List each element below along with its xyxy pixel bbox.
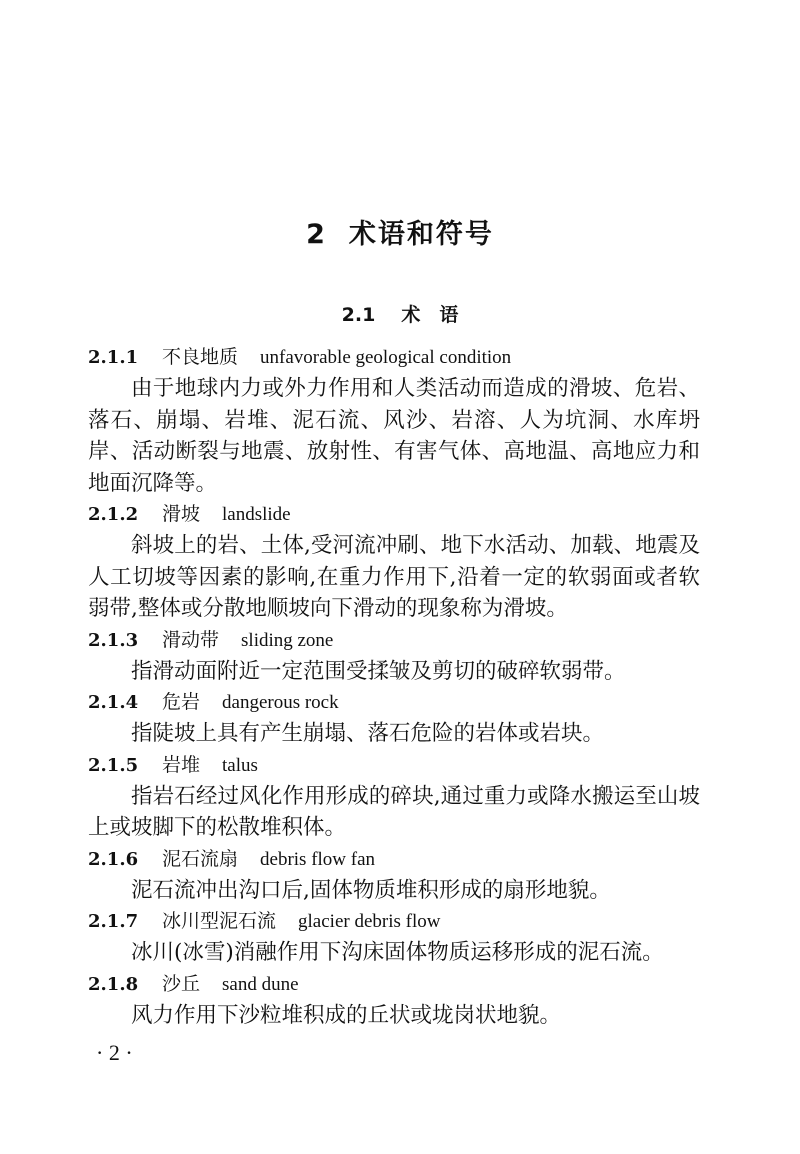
term-number: 2.1.4	[88, 692, 139, 713]
chapter-title-text: 术语和符号	[348, 219, 494, 250]
term-english: sand dune	[222, 973, 299, 995]
term-definition: 指岩石经过风化作用形成的碎块,通过重力或降水搬运至山坡上或坡脚下的松散堆积体。	[88, 783, 700, 840]
page-number: · 2 ·	[96, 1040, 133, 1065]
term-english: unfavorable geological condition	[260, 347, 512, 368]
term-heading	[88, 342, 700, 373]
term-chinese: 沙丘	[162, 972, 201, 995]
term-entry	[88, 687, 700, 750]
term-definition: 斜坡上的岩、土体,受河流冲刷、地下水活动、加载、地震及人工切坡等因素的影响,在重力作用下,沿着一定的软弱面或者软弱带,整体或分散地顺坡向下滑动的现象称为滑坡。	[88, 533, 700, 621]
term-heading	[88, 625, 700, 656]
term-english: landslide	[222, 504, 291, 525]
term-number: 2.1.2	[88, 504, 139, 525]
term-english: dangerous rock	[222, 692, 339, 713]
term-chinese: 滑坡	[162, 503, 201, 525]
term-heading	[88, 687, 700, 718]
term-english: talus	[222, 754, 258, 776]
chapter-title	[0, 212, 800, 251]
term-chinese: 冰川型泥石流	[162, 910, 277, 932]
term-chinese: 危岩	[162, 691, 201, 713]
term-english: glacier debris flow	[298, 911, 441, 932]
section-title	[0, 300, 800, 327]
term-number: 2.1.6	[88, 848, 139, 870]
term-chinese: 泥石流扇	[162, 847, 239, 870]
term-heading	[88, 906, 700, 937]
term-number: 2.1.5	[88, 754, 139, 776]
terms-list	[88, 342, 700, 1031]
term-heading	[88, 750, 700, 781]
term-entry	[88, 342, 700, 499]
term-entry	[88, 625, 700, 688]
section-title-text: 术 语	[401, 304, 459, 326]
section-number: 2.1	[341, 304, 376, 326]
term-number: 2.1.8	[88, 973, 139, 995]
term-entry	[88, 906, 700, 969]
term-chinese: 不良地质	[162, 346, 239, 368]
term-entry	[88, 750, 700, 844]
term-definition: 指陡坡上具有产生崩塌、落石危险的岩体或岩块。	[131, 721, 605, 746]
term-definition: 由于地球内力或外力作用和人类活动而造成的滑坡、危岩、落石、崩塌、岩堆、泥石流、风沙、岩溶、人为坑洞、水库坍岸、活动断裂与地震、放射性、有害气体、高地温、高地应力和地面沉降等。	[88, 376, 700, 496]
term-english: sliding zone	[241, 629, 334, 651]
term-heading	[88, 844, 700, 875]
term-english: debris flow fan	[260, 848, 376, 870]
term-number: 2.1.3	[88, 629, 139, 651]
term-entry	[88, 499, 700, 625]
term-definition: 冰川(冰雪)消融作用下沟床固体物质运移形成的泥石流。	[131, 940, 664, 965]
term-heading	[88, 499, 700, 530]
term-definition: 风力作用下沙粒堆积成的丘状或垅岗状地貌。	[131, 1002, 562, 1028]
term-chinese: 岩堆	[162, 753, 201, 776]
term-definition: 指滑动面附近一定范围受揉皱及剪切的破碎软弱带。	[131, 658, 626, 684]
term-entry	[88, 844, 700, 907]
term-definition: 泥石流冲出沟口后,固体物质堆积形成的扇形地貌。	[131, 877, 611, 903]
chapter-number: 2	[306, 219, 327, 250]
term-number: 2.1.7	[88, 911, 139, 932]
term-number: 2.1.1	[88, 347, 139, 368]
term-chinese: 滑动带	[162, 628, 220, 651]
term-heading	[88, 969, 700, 1000]
term-entry	[88, 969, 700, 1032]
